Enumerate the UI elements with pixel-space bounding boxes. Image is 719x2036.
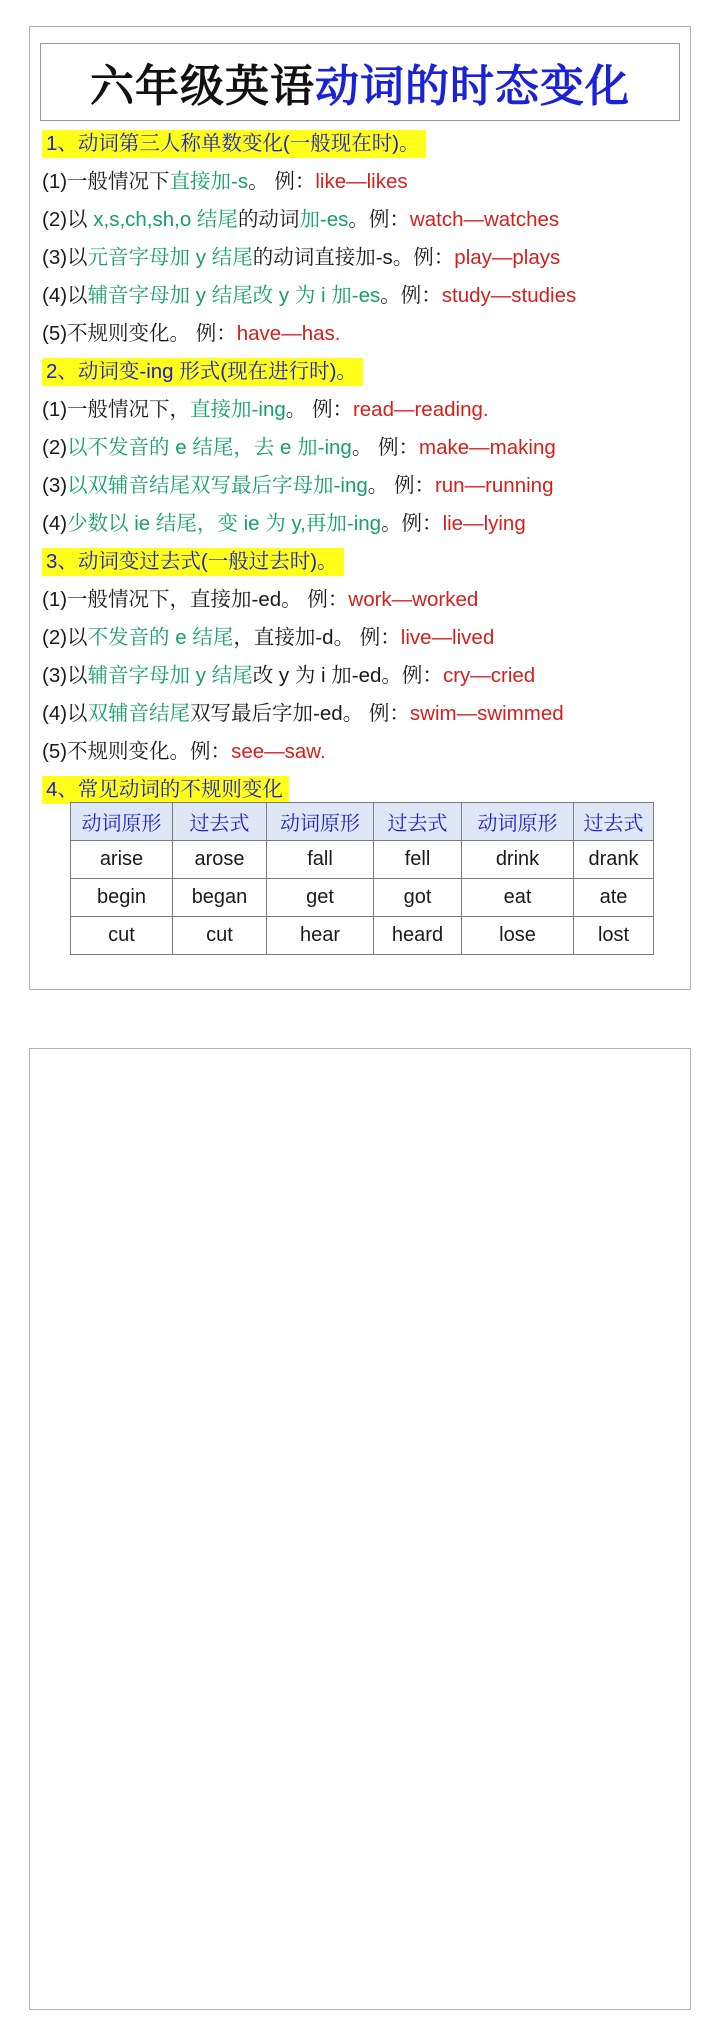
rule-text: (5)不规则变化。例：: [42, 740, 232, 763]
content: [42, 125, 682, 809]
rule-keyword: 双辅音结尾: [87, 702, 191, 725]
table-cell: hear: [267, 917, 374, 955]
rule-text: 改 y 为 i 加-ed。例：: [252, 664, 443, 687]
title-box: [40, 43, 680, 121]
table-row: [71, 841, 654, 879]
rule-text: (1)一般情况下，: [42, 398, 191, 421]
section-1-heading: 1、动词第三人称单数变化(一般现在时)。: [42, 130, 426, 158]
rule-example: live—lived: [400, 626, 495, 649]
rule-1-2: [42, 201, 682, 239]
table-cell: fell: [374, 841, 462, 879]
page-1: [29, 26, 691, 990]
table-header: 过去式: [574, 803, 654, 841]
table-cell: drank: [574, 841, 654, 879]
rule-text: 。例：: [380, 284, 442, 307]
table-cell: lose: [462, 917, 574, 955]
rule-example: make—making: [419, 436, 556, 459]
rule-example: study—studies: [441, 284, 577, 307]
rule-3-4: [42, 695, 682, 733]
rule-text: (1)一般情况下，直接加-ed。 例：: [42, 588, 349, 611]
rule-example: run—running: [434, 474, 554, 497]
rule-example: have—has.: [236, 322, 341, 345]
rule-keyword: 辅音字母加 y 结尾: [87, 664, 253, 687]
table-cell: cut: [173, 917, 267, 955]
table-cell: ate: [574, 879, 654, 917]
rule-text: 。 例：: [367, 474, 435, 497]
rule-keyword: 加-es: [299, 208, 349, 231]
irregular-verb-table: [70, 802, 654, 955]
table-cell: got: [374, 879, 462, 917]
table-header: 过去式: [173, 803, 267, 841]
rule-text: (1)一般情况下: [42, 170, 170, 193]
table-cell: begin: [71, 879, 173, 917]
rule-2-3: [42, 467, 682, 505]
rule-3-2: [42, 619, 682, 657]
table-header: 动词原形: [267, 803, 374, 841]
rule-example: work—worked: [348, 588, 479, 611]
rule-3-3: [42, 657, 682, 695]
table-cell: drink: [462, 841, 574, 879]
table-cell: arose: [173, 841, 267, 879]
section-2-heading: 2、动词变-ing 形式(现在进行时)。: [42, 358, 363, 386]
page-2-blank: [29, 1048, 691, 2010]
rule-text: (2)以: [42, 626, 88, 649]
rule-keyword: 直接加-ing: [190, 398, 286, 421]
table-cell: get: [267, 879, 374, 917]
rule-text: (3)以: [42, 664, 88, 687]
table-cell: lost: [574, 917, 654, 955]
section-3-heading: 3、动词变过去式(一般过去时)。: [42, 548, 344, 576]
section-1-heading-line: [42, 125, 682, 163]
rule-1-4: [42, 277, 682, 315]
table-cell: arise: [71, 841, 173, 879]
table-header-row: [71, 803, 654, 841]
rule-keyword: 以双辅音结尾双写最后字母加-ing: [67, 474, 368, 497]
table-cell: fall: [267, 841, 374, 879]
rule-text: (4)以: [42, 284, 88, 307]
rule-text: (5)不规则变化。 例：: [42, 322, 237, 345]
table-header: 动词原形: [462, 803, 574, 841]
section-2-heading-line: [42, 353, 682, 391]
title-part-1: 六年级英语: [90, 61, 315, 112]
rule-text: (2)以: [42, 208, 94, 231]
table-cell: began: [173, 879, 267, 917]
table-header: 过去式: [374, 803, 462, 841]
rule-keyword: 少数以 ie 结尾，变 ie 为 y,再加-ing: [67, 512, 382, 535]
rule-keyword: 以不发音的 e 结尾，去 e 加-ing: [67, 436, 352, 459]
rule-3-1: [42, 581, 682, 619]
rule-text: (2): [42, 436, 68, 459]
table-cell: heard: [374, 917, 462, 955]
rule-keyword: 不发音的 e 结尾: [87, 626, 234, 649]
rule-2-2: [42, 429, 682, 467]
rule-2-4: [42, 505, 682, 543]
rule-text: (3): [42, 474, 68, 497]
title-part-2: 动词的时态变化: [315, 61, 630, 112]
rule-example: like—likes: [315, 170, 408, 193]
table-row: [71, 917, 654, 955]
table-header: 动词原形: [71, 803, 173, 841]
rule-3-5: [42, 733, 682, 771]
rule-text: ，直接加-d。 例：: [233, 626, 401, 649]
rule-1-1: [42, 163, 682, 201]
rule-example: see—saw.: [231, 740, 326, 763]
rule-example: lie—lying: [442, 512, 526, 535]
rule-keyword: 辅音字母加 y 结尾改 y 为 i 加-es: [87, 284, 381, 307]
rule-text: 。例：: [381, 512, 443, 535]
section-4-heading: 4、常见动词的不规则变化: [42, 776, 289, 804]
rule-2-1: [42, 391, 682, 429]
table-row: [71, 879, 654, 917]
rule-keyword: x,s,ch,sh,o 结尾: [93, 208, 238, 231]
rule-example: read—reading.: [352, 398, 489, 421]
table-cell: eat: [462, 879, 574, 917]
rule-text: (3)以: [42, 246, 88, 269]
rule-text: 。 例：: [285, 398, 353, 421]
rule-example: play—plays: [454, 246, 561, 269]
rule-example: watch—watches: [409, 208, 560, 231]
rule-example: cry—cried: [442, 664, 536, 687]
rule-keyword: 直接加-s: [169, 170, 249, 193]
rule-example: swim—swimmed: [409, 702, 564, 725]
rule-text: (4): [42, 512, 68, 535]
rule-text: (4)以: [42, 702, 88, 725]
section-3-heading-line: [42, 543, 682, 581]
rule-text: 。例：: [348, 208, 410, 231]
rule-keyword: 元音字母加 y 结尾: [87, 246, 253, 269]
rule-1-5: [42, 315, 682, 353]
rule-text: 。 例：: [248, 170, 316, 193]
table-cell: cut: [71, 917, 173, 955]
rule-text: 。 例：: [351, 436, 420, 459]
rule-1-3: [42, 239, 682, 277]
rule-text: 的动词: [237, 208, 300, 231]
rule-text: 双写最后字加-ed。 例：: [190, 702, 410, 725]
rule-text: 的动词直接加-s。例：: [252, 246, 455, 269]
